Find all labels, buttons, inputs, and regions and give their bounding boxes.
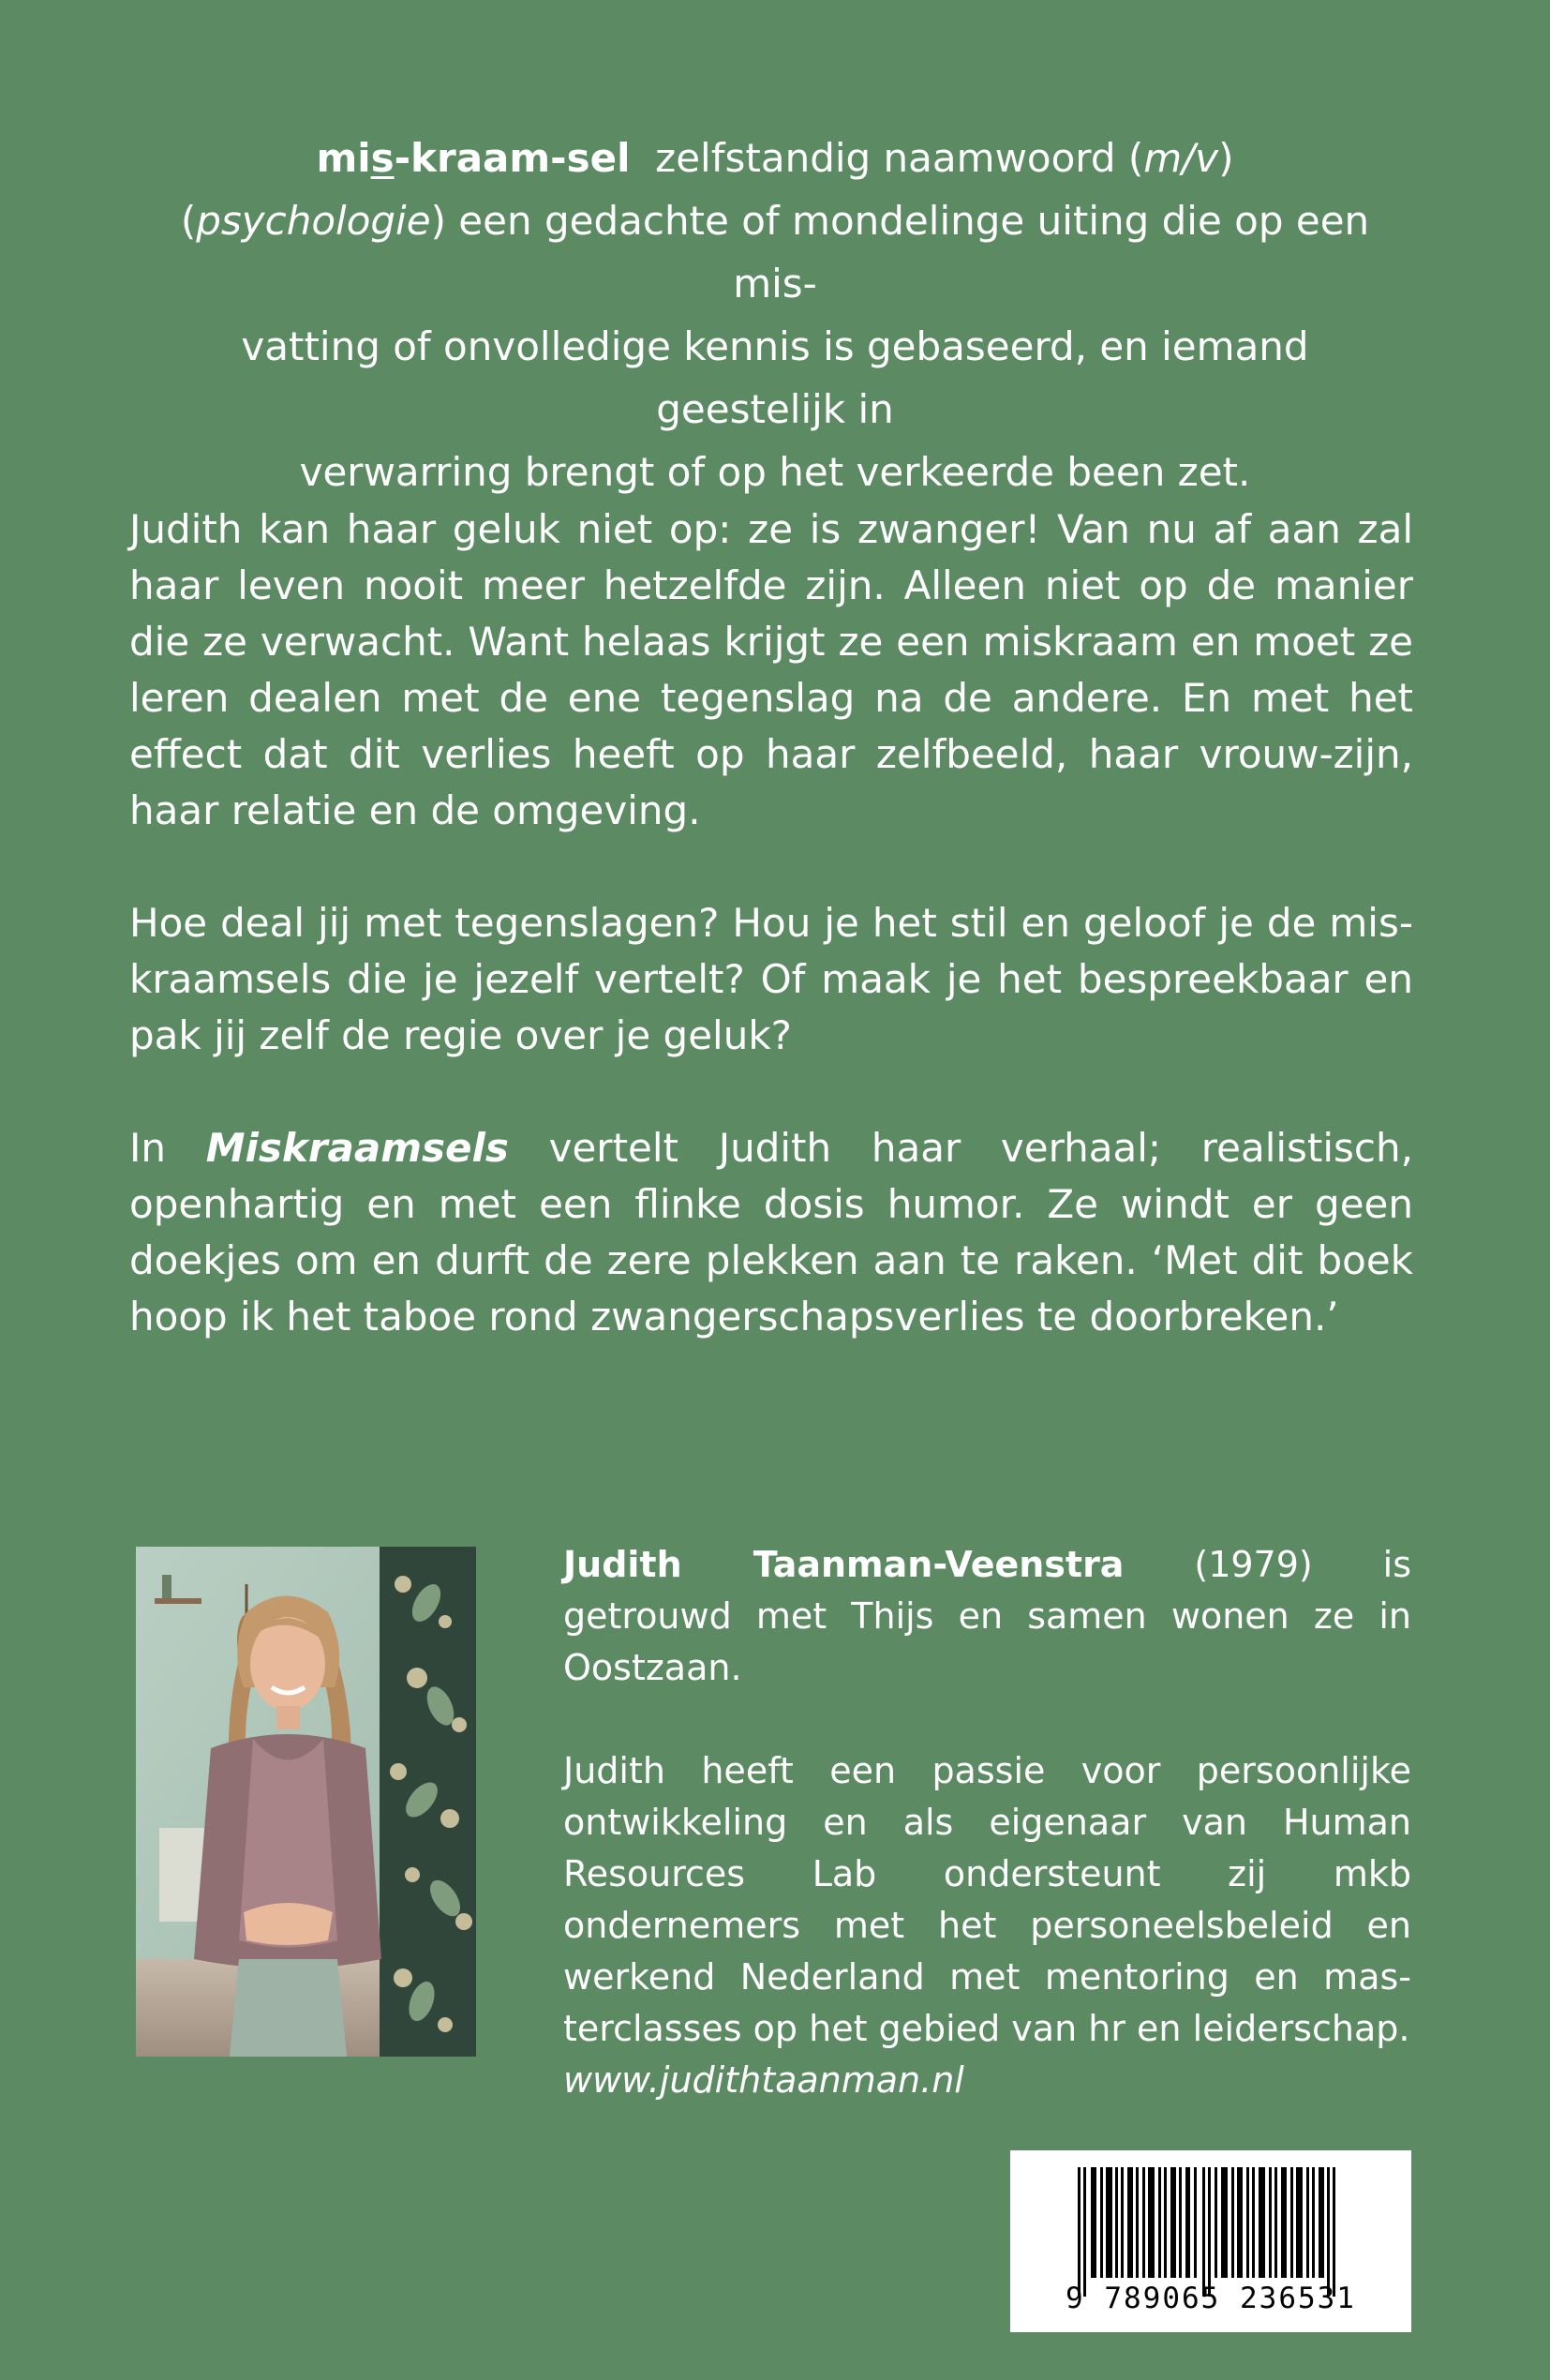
definition-line-4: verwarring brengt of op het verkeerde been zet.	[299, 449, 1251, 495]
blurb-rest: vertelt Judith haar verhaal; realistisch, openhartig en met een flinke dosis humor. Ze windt er geen doekjes om en durft de zere plekken aan te raken. ‘Met dit boek hoop ik het taboe rond zwangerschapsverlies te doorbreken.’	[129, 1125, 1413, 1340]
isbn-digits: 9 789065 236531	[1066, 2282, 1356, 2315]
blurb-paragraph-1: Judith kan haar geluk niet op: ze is zwanger! Van nu af aan zal haar leven nooit meer hetzelfde zijn. Alleen niet op de manier die ze verwacht. Want helaas krijgt ze een miskraam en moet ze leren dealen met de ene tegenslag na de andere. En met het effect dat dit verlies heeft op haar zelfbeeld, haar vrouw-zijn, haar relatie en de omgeving.	[129, 506, 1413, 833]
domain-label: psychologie	[196, 198, 431, 244]
blurb	[129, 501, 1413, 1401]
definition-line-1	[141, 127, 1409, 189]
author-website-link[interactable]: www.judithtaanman.nl	[563, 2059, 964, 2101]
headword	[316, 135, 630, 181]
headword-suffix: -kraam-sel	[394, 135, 631, 181]
author-bio	[563, 1539, 1411, 2106]
bio-intro: (1979) is getrouwd met Thijs en samen wonen ze in Oostzaan.	[563, 1544, 1411, 1688]
bio-paragraph-1	[563, 1539, 1411, 1694]
book-title: Miskraamsels	[205, 1125, 509, 1171]
headword-prefix: mi	[316, 135, 371, 181]
bio-paragraph-2	[563, 1745, 1411, 2106]
definition-text: ) een gedachte of mondelinge uiting die op een mis-	[430, 198, 1370, 307]
definition-line-3: vatting of onvolledige kennis is gebaseerd, en iemand geestelijk in	[241, 323, 1309, 432]
headword-stress: s	[370, 135, 395, 181]
part-of-speech: zelfstandig naamwoord (	[655, 135, 1144, 181]
author-photo	[136, 1547, 476, 2057]
dictionary-definition	[141, 127, 1409, 503]
part-of-speech-close: )	[1218, 135, 1234, 181]
domain-open: (	[180, 198, 197, 244]
definition-line-2	[141, 189, 1409, 315]
blurb-prefix: In	[129, 1125, 206, 1171]
author-name: Judith Taanman-Veenstra	[563, 1544, 1125, 1585]
gender: m/v	[1143, 135, 1219, 181]
bio-text: Judith heeft een passie voor persoonlijke ontwikkeling en als eigenaar van Human Resources Lab ondersteunt zij mkb ondernemers met het personeelsbeleid en werkend Nederland met mentoring en masterclasses op het gebied van hr en leiderschap.	[563, 1750, 1411, 2049]
isbn-barcode	[1010, 2150, 1411, 2332]
blurb-paragraph-2: Hoe deal jij met tegenslagen? Hou je het stil en geloof je de miskraamsels die je jezelf vertelt? Of maak je het bespreekbaar en pak jij zelf de regie over je geluk?	[129, 900, 1413, 1058]
blurb-paragraph-3	[129, 1120, 1413, 1345]
